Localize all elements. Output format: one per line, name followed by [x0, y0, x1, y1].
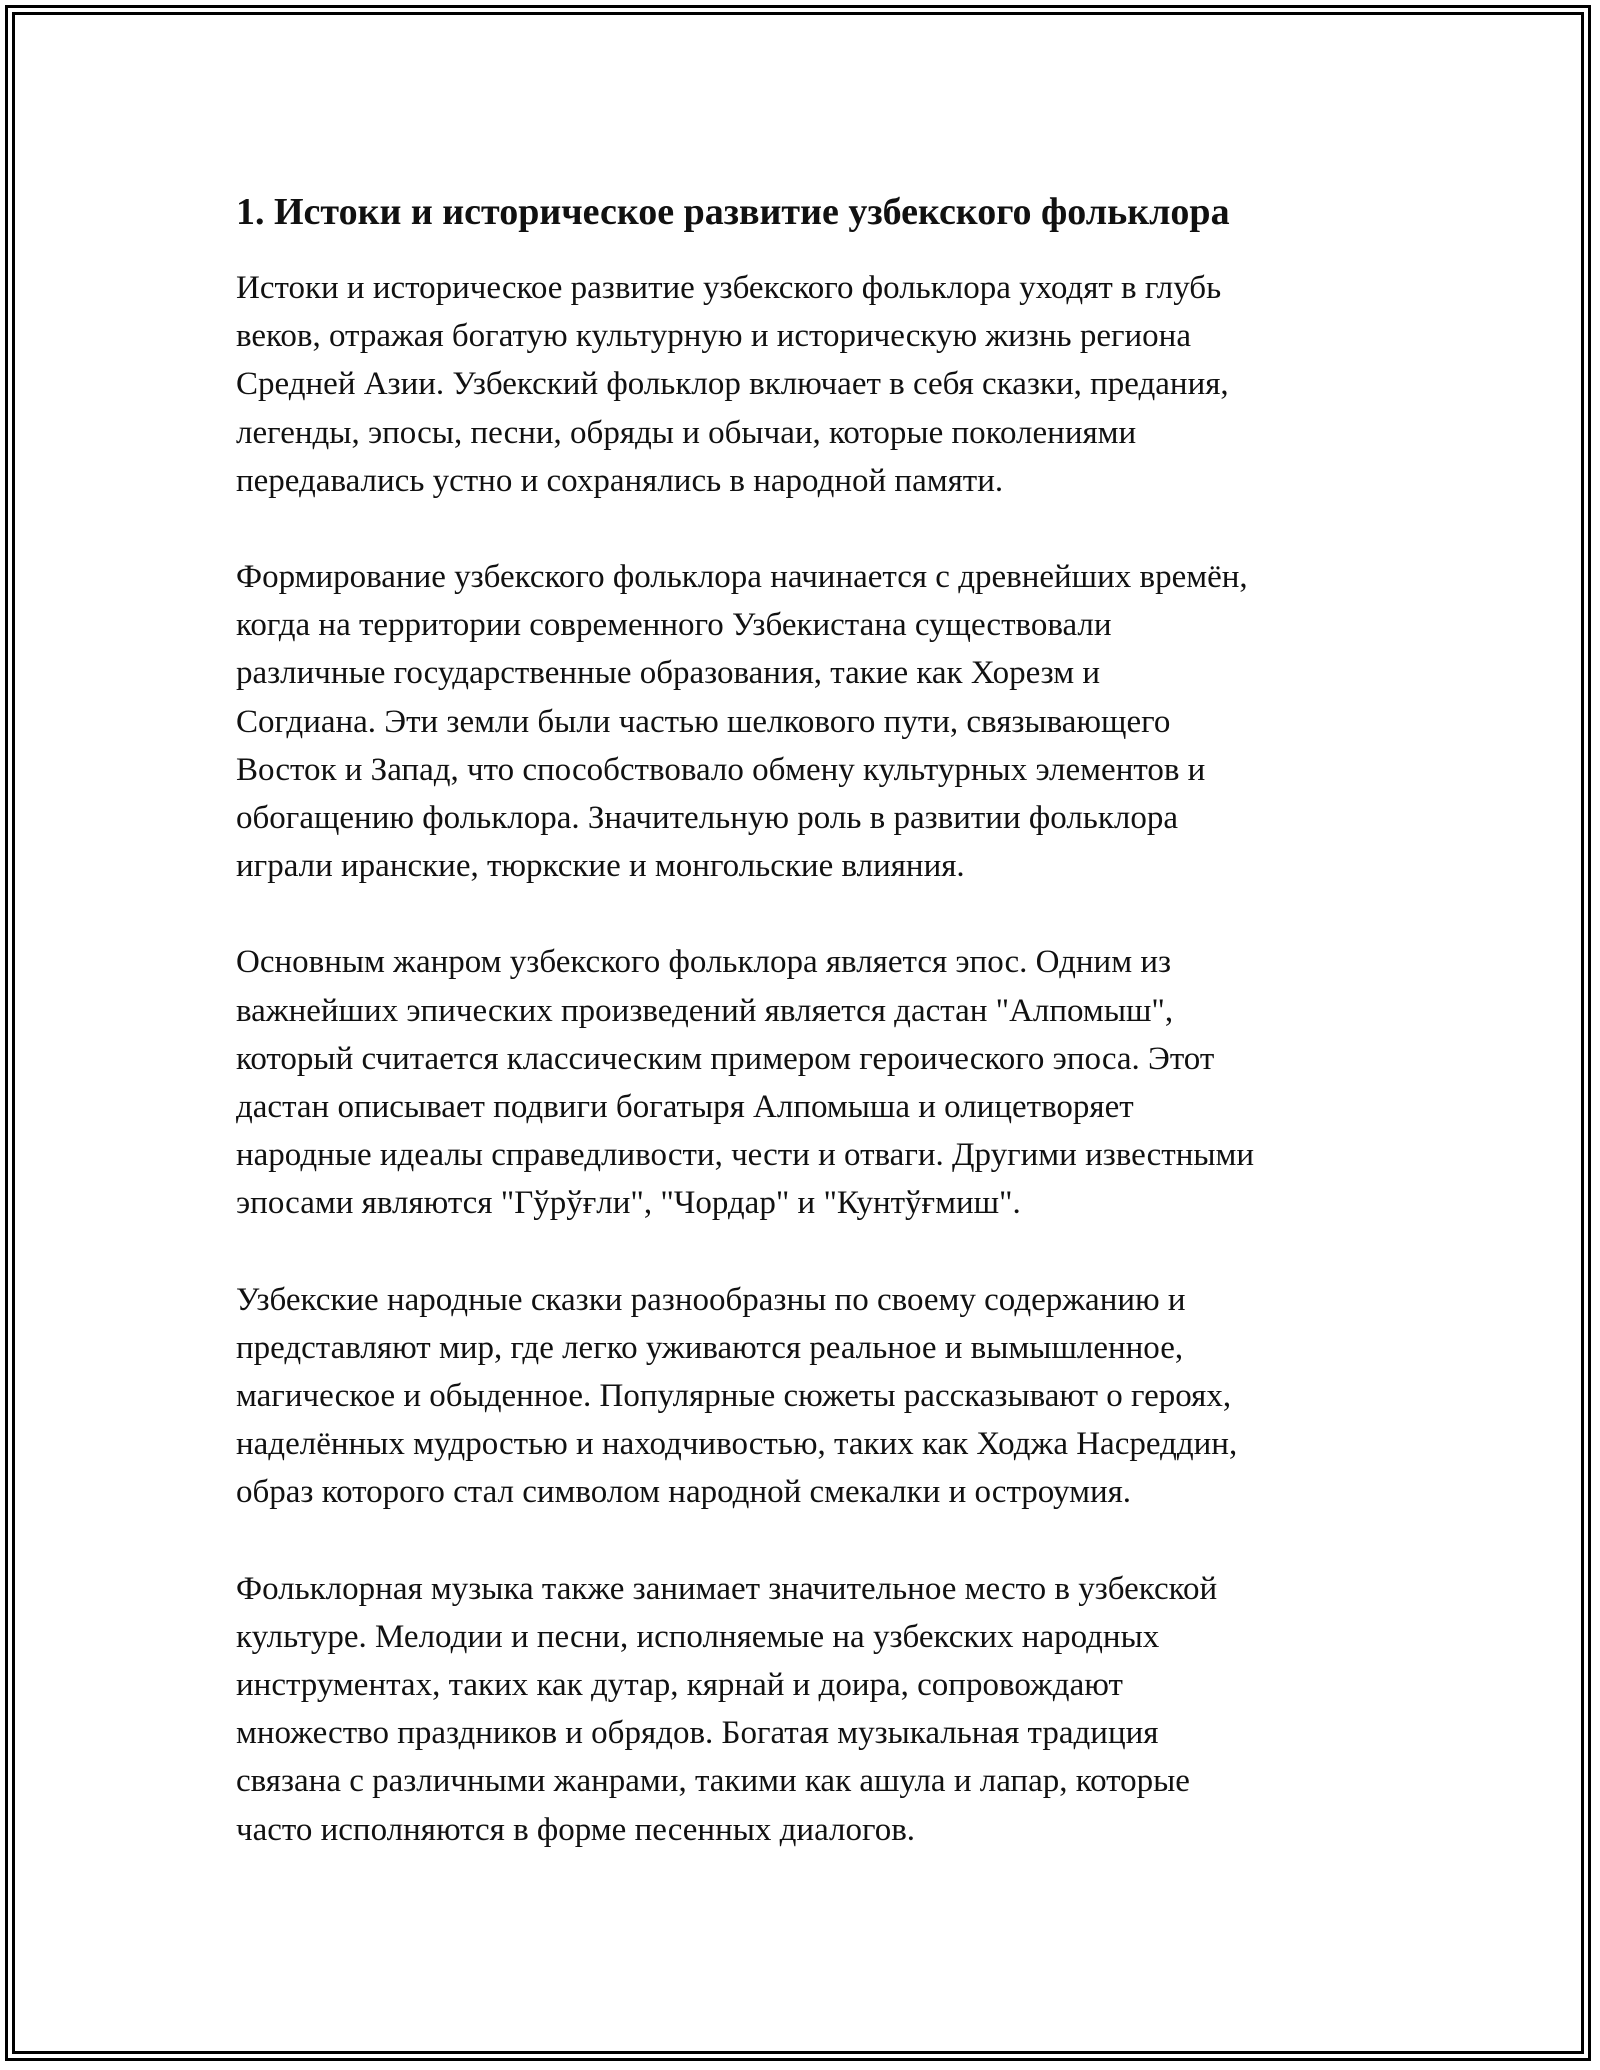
paragraph-line: который считается классическим примером героического эпоса. Этот	[236, 1040, 1215, 1077]
paragraph-line: Согдиана. Эти земли были частью шелкового пути, связывающего	[236, 703, 1171, 740]
document-body	[236, 186, 1396, 1902]
paragraph-line: представляют мир, где легко уживаются реальное и вымышленное,	[236, 1329, 1184, 1366]
paragraph-line: играли иранские, тюркские и монгольские влияния.	[236, 848, 965, 885]
paragraph-origins	[236, 264, 1396, 505]
paragraph-tales	[236, 1276, 1396, 1517]
paragraph-line: Средней Азии. Узбекский фольклор включает в себя сказки, предания,	[236, 366, 1229, 403]
section-heading: 1. Истоки и историческое развитие узбекского фольклора	[236, 191, 1230, 233]
paragraph-epic	[236, 938, 1396, 1227]
paragraph-line: важнейших эпических произведений является дастан "Алпомыш",	[236, 992, 1174, 1029]
paragraph-line: культуре. Мелодии и песни, исполняемые на узбекских народных	[236, 1618, 1160, 1655]
paragraph-line: легенды, эпосы, песни, обряды и обычаи, которые поколениями	[236, 414, 1137, 451]
paragraph-line: Фольклорная музыка также занимает значительное место в узбекской	[236, 1570, 1218, 1607]
paragraph-line: инструментах, таких как дутар, кярнай и доира, сопровождают	[236, 1667, 1123, 1704]
paragraph-line: Формирование узбекского фольклора начинается с древнейших времён,	[236, 559, 1248, 596]
paragraph-line: различные государственные образования, такие как Хорезм и	[236, 655, 1100, 692]
paragraph-line: Основным жанром узбекского фольклора является эпос. Одним из	[236, 944, 1172, 981]
paragraph-line: веков, отражая богатую культурную и историческую жизнь региона	[236, 318, 1191, 355]
paragraph-line: магическое и обыденное. Популярные сюжеты рассказывают о героях,	[236, 1378, 1232, 1415]
paragraph-line: эпосами являются "Гўрўғли", "Чордар" и "Кунтўғмиш".	[236, 1185, 1021, 1222]
paragraph-line: народные идеалы справедливости, чести и отваги. Другими известными	[236, 1137, 1255, 1174]
paragraph-line: Истоки и историческое развитие узбекского фольклора уходят в глубь	[236, 270, 1222, 306]
paragraph-line: передавались устно и сохранялись в народной памяти.	[236, 462, 1004, 499]
paragraph-line: обогащению фольклора. Значительную роль в развитии фольклора	[236, 800, 1178, 837]
paragraph-line: образ которого стал символом народной смекалки и остроумия.	[236, 1474, 1132, 1511]
paragraph-music	[236, 1565, 1396, 1854]
paragraph-line: когда на территории современного Узбекистана существовали	[236, 607, 1112, 644]
paragraph-line: часто исполняются в форме песенных диалогов.	[236, 1811, 916, 1848]
paragraph-line: Восток и Запад, что способствовало обмену культурных элементов и	[236, 751, 1206, 788]
paragraph-line: связана с различными жанрами, такими как ашула и лапар, которые	[236, 1763, 1190, 1800]
paragraph-line: множество праздников и обрядов. Богатая музыкальная традиция	[236, 1715, 1159, 1752]
paragraph-line: Узбекские народные сказки разнообразны по своему содержанию и	[236, 1281, 1186, 1318]
paragraph-line: дастан описывает подвиги богатыря Алпомыша и олицетворяет	[236, 1089, 1134, 1126]
paragraph-line: наделённых мудростью и находчивостью, таких как Ходжа Насреддин,	[236, 1426, 1238, 1463]
paragraph-formation	[236, 553, 1396, 890]
